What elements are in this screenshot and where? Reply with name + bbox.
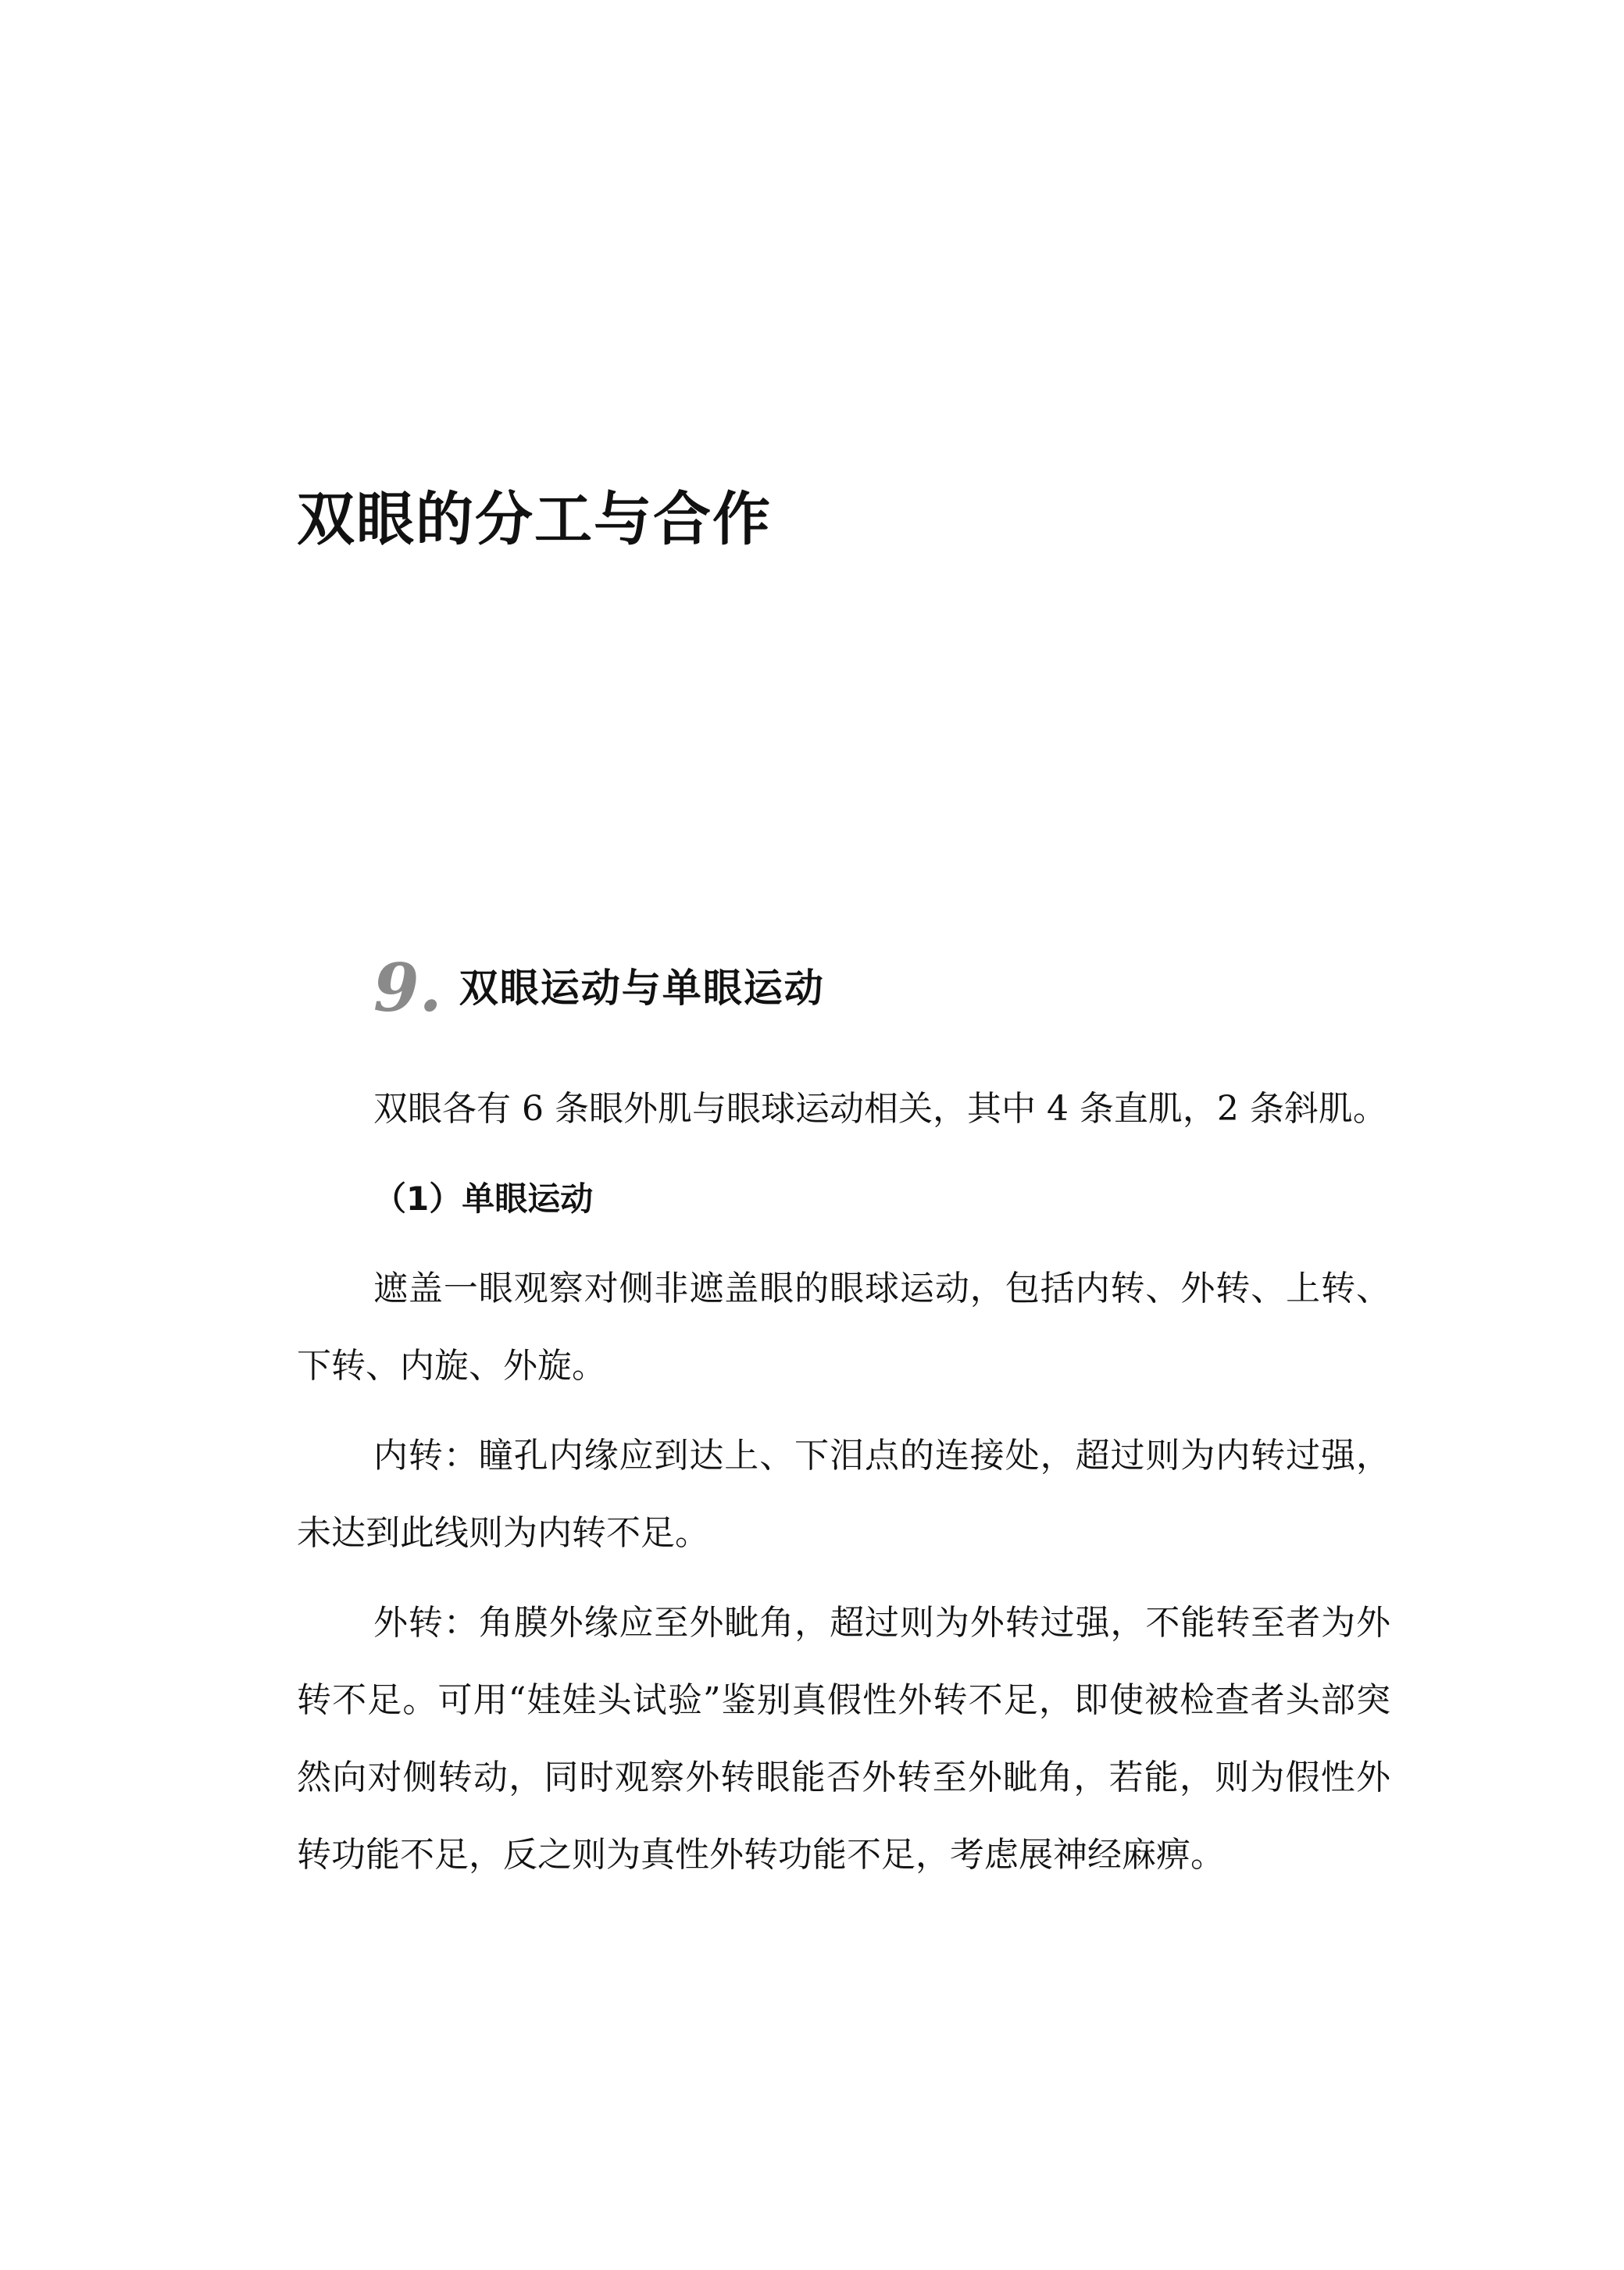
- subheading-monocular-movement: （1）单眼运动: [373, 1180, 594, 1218]
- paragraph-cover-test: 遮盖一眼观察对侧非遮盖眼的眼球运动，包括内转、外转、上转、下转、内旋、外旋。: [297, 1269, 1390, 1386]
- paragraph-eye-muscles: 双眼各有 6 条眼外肌与眼球运动相关，其中 4 条直肌，2 条斜肌。: [373, 1089, 1387, 1129]
- section-title: 双眼运动与单眼运动: [459, 965, 825, 1011]
- section-number: 9.: [373, 949, 442, 1026]
- body-text: [297, 1070, 1390, 1906]
- paragraph-adduction: 内转：瞳孔内缘应到达上、下泪点的连接处，超过则为内转过强，未达到此线则为内转不足。: [297, 1436, 1390, 1553]
- paragraph-abduction: 外转：角膜外缘应至外眦角，超过则为外转过强，不能转至者为外转不足。可用“娃娃头试验”鉴别真假性外转不足，即使被检查者头部突然向对侧转动，同时观察外转眼能否外转至外眦角，若能，则为假性外转功能不足，反之则为真性外转功能不足，考虑展神经麻痹。: [297, 1603, 1390, 1875]
- chapter-title: 双眼的分工与合作: [297, 486, 772, 553]
- section-heading: [373, 945, 825, 1031]
